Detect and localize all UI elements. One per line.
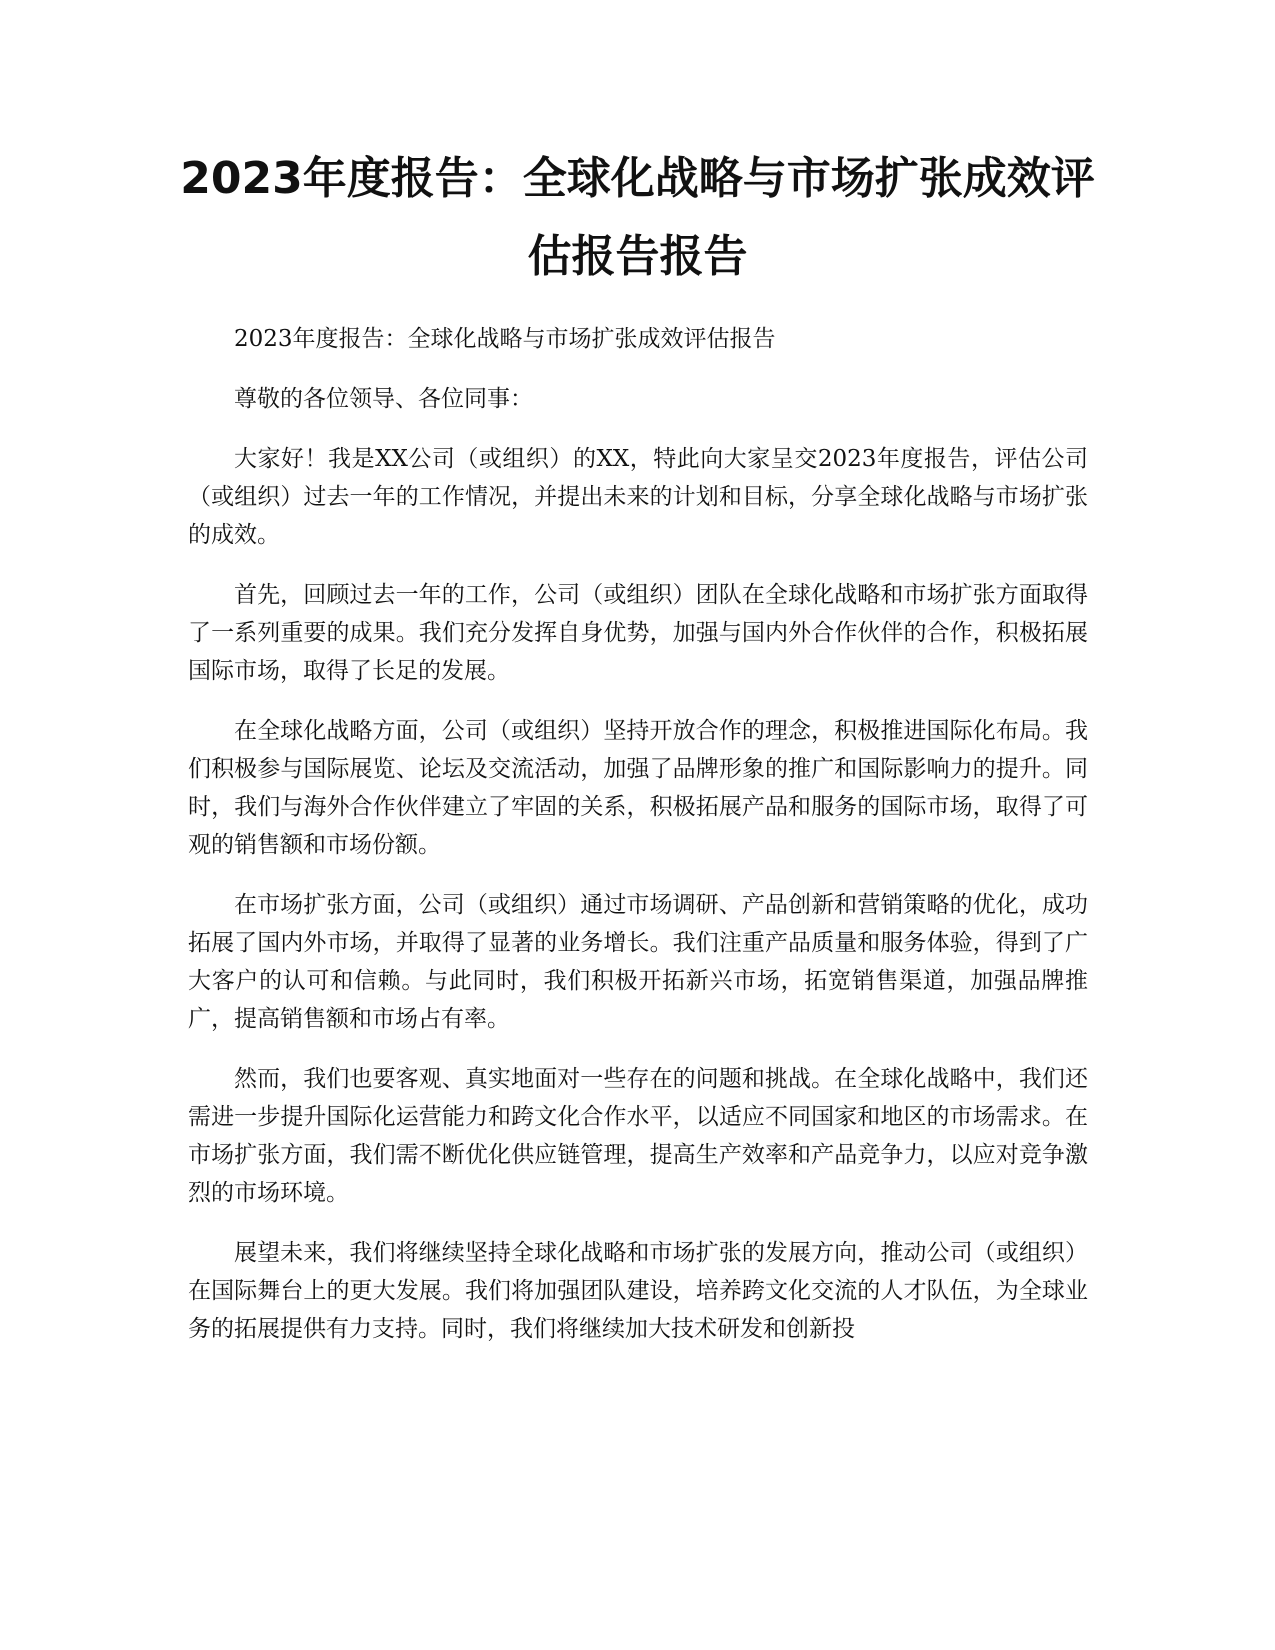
- paragraph-subtitle: 2023年度报告：全球化战略与市场扩张成效评估报告: [234, 326, 776, 352]
- paragraph-outlook: 展望未来，我们将继续坚持全球化战略和市场扩张的发展方向，推动公司（或组织）在国际舞台上的更大发展。我们将加强团队建设，培养跨文化交流的人才队伍，为全球业务的拓展提供有力支持。同时，我们将继续加大技术研发和创新投: [188, 1240, 1088, 1342]
- paragraph-review: 首先，回顾过去一年的工作，公司（或组织）团队在全球化战略和市场扩张方面取得了一系列重要的成果。我们充分发挥自身优势，加强与国内外合作伙伴的合作，积极拓展国际市场，取得了长足的发展。: [188, 582, 1088, 684]
- paragraph-challenges: 然而，我们也要客观、真实地面对一些存在的问题和挑战。在全球化战略中，我们还需进一步提升国际化运营能力和跨文化合作水平，以适应不同国家和地区的市场需求。在市场扩张方面，我们需不断优化供应链管理，提高生产效率和产品竞争力，以应对竞争激烈的市场环境。: [188, 1066, 1088, 1206]
- paragraph-salutation: 尊敬的各位领导、各位同事：: [234, 386, 533, 412]
- document-title: 2023年度报告：全球化战略与市场扩张成效评估报告报告: [180, 153, 1095, 282]
- paragraph-market-expansion: 在市场扩张方面，公司（或组织）通过市场调研、产品创新和营销策略的优化，成功拓展了国内外市场，并取得了显著的业务增长。我们注重产品质量和服务体验，得到了广大客户的认可和信赖。与此同时，我们积极开拓新兴市场，拓宽销售渠道，加强品牌推广，提高销售额和市场占有率。: [188, 892, 1088, 1032]
- paragraph-globalization: 在全球化战略方面，公司（或组织）坚持开放合作的理念，积极推进国际化布局。我们积极参与国际展览、论坛及交流活动，加强了品牌形象的推广和国际影响力的提升。同时，我们与海外合作伙伴建立了牢固的关系，积极拓展产品和服务的国际市场，取得了可观的销售额和市场份额。: [188, 718, 1088, 858]
- document-body: [188, 320, 1088, 1370]
- paragraph-introduction: 大家好！我是XX公司（或组织）的XX，特此向大家呈交2023年度报告，评估公司（或组织）过去一年的工作情况，并提出未来的计划和目标，分享全球化战略与市场扩张的成效。: [188, 446, 1088, 548]
